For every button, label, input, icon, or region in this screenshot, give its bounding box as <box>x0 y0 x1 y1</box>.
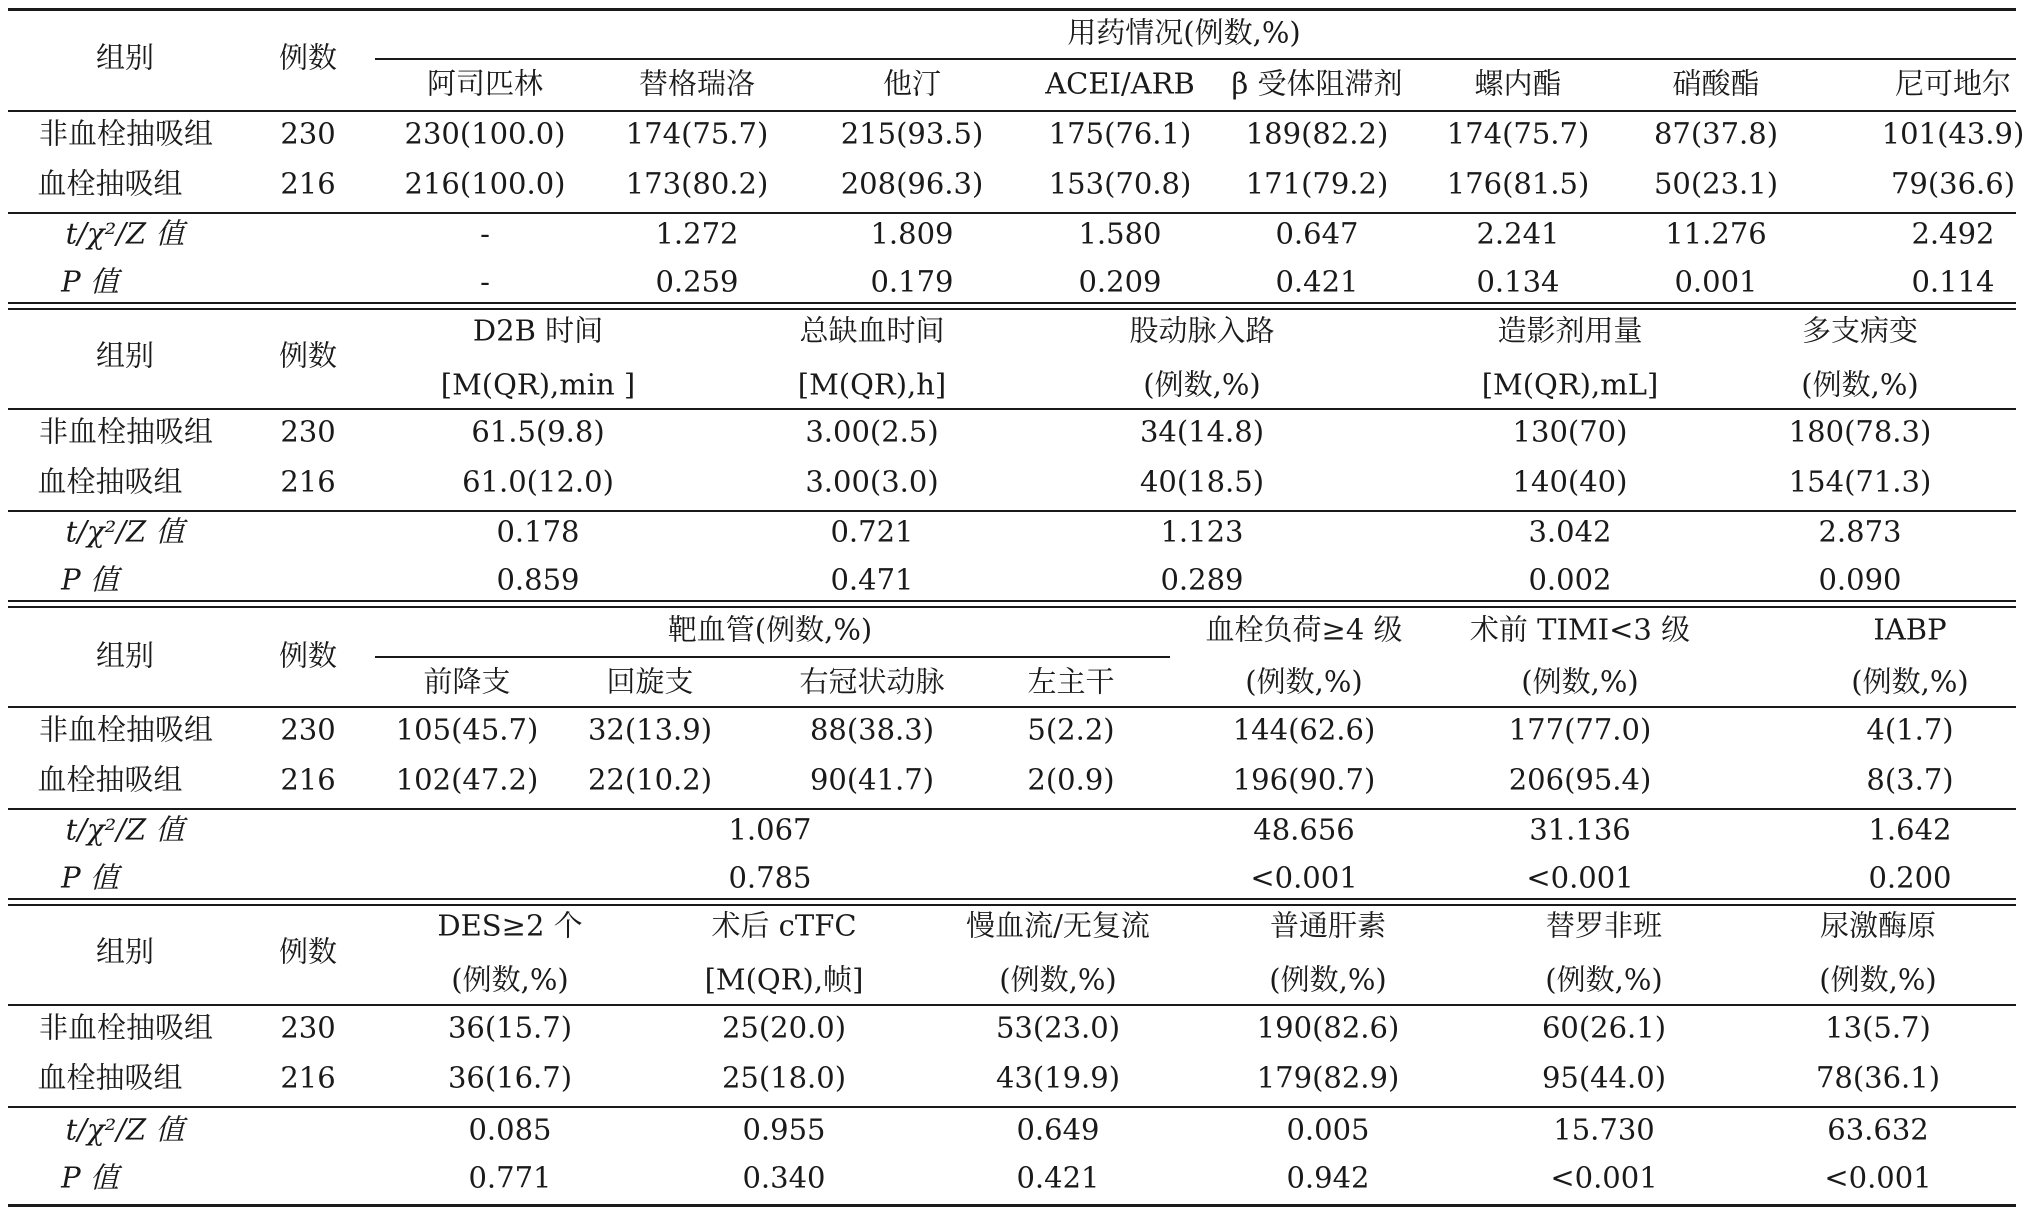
section1-cell-nonthrombus: 215(93.5) <box>840 116 984 151</box>
section3-col-header: 右冠状动脉 <box>799 664 945 699</box>
section1-stat-value: 1.272 <box>655 216 739 251</box>
section2-col-header: 总缺血时间 <box>799 313 945 348</box>
section1-cell-thrombus: 176(81.5) <box>1446 166 1590 201</box>
section4-col-header: 替罗非班 <box>1545 908 1663 943</box>
section4-cell-nonthrombus: 60(26.1) <box>1541 1010 1667 1045</box>
section3-col-unit: (例数,%) <box>1521 664 1639 699</box>
section4-cell-nonthrombus: 53(23.0) <box>995 1010 1121 1045</box>
stat-label-s4: t/χ²/Z 值 <box>65 1112 185 1147</box>
section2-end-double-rule <box>8 600 2016 608</box>
section2-cell-thrombus: 140(40) <box>1512 464 1628 499</box>
section1-col-header: 硝酸酯 <box>1672 66 1760 101</box>
section1-col-header: 阿司匹林 <box>426 66 544 101</box>
section1-cell-nonthrombus: 87(37.8) <box>1653 116 1779 151</box>
count-s1-thrombus: 216 <box>280 166 336 201</box>
section1-end-double-rule <box>8 302 2016 310</box>
group-header-s4: 组别 <box>95 934 155 969</box>
group-label-s1-thrombus: 血栓抽吸组 <box>37 166 183 201</box>
section1-cell-nonthrombus: 230(100.0) <box>404 116 566 151</box>
section3-col-header: 术前 TIMI<3 级 <box>1469 612 1691 647</box>
section3-cell-nonthrombus: 105(45.7) <box>395 712 539 747</box>
section4-p-value: 0.421 <box>1016 1160 1100 1195</box>
section3-stat-value: 31.136 <box>1529 812 1631 847</box>
section4-cell-thrombus: 95(44.0) <box>1541 1060 1667 1095</box>
section1-col-header: β 受体阻滞剂 <box>1231 66 1403 101</box>
section4-stat-value: 0.005 <box>1286 1112 1370 1147</box>
stat-label-s3: t/χ²/Z 值 <box>65 812 185 847</box>
section4-p-value: 0.942 <box>1286 1160 1370 1195</box>
section2-p-value: 0.090 <box>1818 562 1902 597</box>
section1-stat-value: 1.809 <box>870 216 954 251</box>
section4-col-header: 慢血流/无复流 <box>966 908 1150 943</box>
section3-cell-thrombus: 22(10.2) <box>587 762 713 797</box>
section3-cell-thrombus: 90(41.7) <box>809 762 935 797</box>
section1-cell-nonthrombus: 101(43.9) <box>1881 116 2024 151</box>
section1-cell-thrombus: 153(70.8) <box>1048 166 1192 201</box>
section3-col-unit: (例数,%) <box>1245 664 1363 699</box>
count-s3-nonthrombus: 230 <box>280 712 336 747</box>
section3-cell-nonthrombus: 32(13.9) <box>587 712 713 747</box>
p-label-s1: P 值 <box>61 264 119 299</box>
section3-cell-nonthrombus: 5(2.2) <box>1027 712 1115 747</box>
count-header-s4: 例数 <box>278 934 338 969</box>
section2-col-unit: (例数,%) <box>1143 367 1261 402</box>
section1-cell-thrombus: 208(96.3) <box>840 166 984 201</box>
section3-cell-thrombus: 2(0.9) <box>1027 762 1115 797</box>
group-label-s3-thrombus: 血栓抽吸组 <box>37 762 183 797</box>
section3-cell-thrombus: 206(95.4) <box>1508 762 1652 797</box>
bottom-rule <box>8 1204 2016 1207</box>
section2-cell-thrombus: 3.00(3.0) <box>805 464 939 499</box>
group-header-s2: 组别 <box>95 338 155 373</box>
section4-cell-thrombus: 25(18.0) <box>721 1060 847 1095</box>
section4-col-unit: (例数,%) <box>1819 962 1937 997</box>
count-header-s2: 例数 <box>278 338 338 373</box>
section3-p-value: <0.001 <box>1250 860 1358 895</box>
section4-body-rule <box>8 1106 2016 1108</box>
section2-col-header: 造影剂用量 <box>1497 313 1643 348</box>
section3-col-header: 左主干 <box>1027 664 1115 699</box>
top-rule <box>8 8 2016 11</box>
section2-col-header: D2B 时间 <box>472 313 604 348</box>
section1-cell-nonthrombus: 174(75.7) <box>1446 116 1590 151</box>
section4-col-header: 普通肝素 <box>1269 908 1387 943</box>
section3-stat-value: 1.067 <box>728 812 812 847</box>
section1-col-header: 螺内酯 <box>1474 66 1562 101</box>
section4-cell-nonthrombus: 190(82.6) <box>1256 1010 1400 1045</box>
section3-span-rule <box>375 656 1170 658</box>
section4-head-rule <box>8 1004 2016 1006</box>
section2-cell-nonthrombus: 130(70) <box>1512 414 1628 449</box>
section1-cell-thrombus: 171(79.2) <box>1245 166 1389 201</box>
section2-head-rule <box>8 408 2016 410</box>
section1-p-value: 0.421 <box>1275 264 1359 299</box>
section2-stat-value: 3.042 <box>1528 514 1612 549</box>
section1-p-value: - <box>480 264 490 299</box>
section3-col-header: 前降支 <box>423 664 511 699</box>
section3-cell-thrombus: 196(90.7) <box>1232 762 1376 797</box>
section3-stat-value: 1.642 <box>1868 812 1952 847</box>
section1-col-header: 他汀 <box>882 66 942 101</box>
section4-col-unit: (例数,%) <box>1269 962 1387 997</box>
section1-cell-thrombus: 50(23.1) <box>1653 166 1779 201</box>
section2-p-value: 0.289 <box>1160 562 1244 597</box>
section2-col-unit: (例数,%) <box>1801 367 1919 402</box>
section4-cell-thrombus: 179(82.9) <box>1256 1060 1400 1095</box>
section2-col-unit: [M(QR),h] <box>797 367 947 402</box>
section3-cell-thrombus: 102(47.2) <box>395 762 539 797</box>
section4-cell-thrombus: 78(36.1) <box>1815 1060 1941 1095</box>
section4-cell-thrombus: 36(16.7) <box>447 1060 573 1095</box>
section2-stat-value: 1.123 <box>1160 514 1244 549</box>
section1-stat-value: 1.580 <box>1078 216 1162 251</box>
section2-body-rule <box>8 510 2016 512</box>
section3-cell-nonthrombus: 144(62.6) <box>1232 712 1376 747</box>
section3-p-value: 0.785 <box>728 860 812 895</box>
section1-col-header: 替格瑞洛 <box>638 66 756 101</box>
section3-head-rule <box>8 706 2016 708</box>
section2-col-header: 多支病变 <box>1801 313 1919 348</box>
count-s2-thrombus: 216 <box>280 464 336 499</box>
section1-cell-thrombus: 216(100.0) <box>404 166 566 201</box>
section1-p-value: 0.209 <box>1078 264 1162 299</box>
section4-col-header: 尿激酶原 <box>1819 908 1937 943</box>
section1-span-rule <box>375 58 2016 60</box>
section4-cell-nonthrombus: 13(5.7) <box>1825 1010 1931 1045</box>
section4-p-value: 0.771 <box>468 1160 552 1195</box>
group-label-s1-nonthrombus: 非血栓抽吸组 <box>38 116 214 151</box>
section4-p-value: <0.001 <box>1550 1160 1658 1195</box>
group-header-s1: 组别 <box>95 40 155 75</box>
section3-col-unit: (例数,%) <box>1851 664 1969 699</box>
count-header-s3: 例数 <box>278 638 338 673</box>
section2-cell-nonthrombus: 61.5(9.8) <box>471 414 605 449</box>
section1-cell-nonthrombus: 174(75.7) <box>625 116 769 151</box>
section2-col-header: 股动脉入路 <box>1129 313 1275 348</box>
group-label-s2-thrombus: 血栓抽吸组 <box>37 464 183 499</box>
section4-stat-value: 15.730 <box>1553 1112 1655 1147</box>
section4-col-unit: (例数,%) <box>999 962 1117 997</box>
section1-body-rule <box>8 212 2016 214</box>
section1-cell-nonthrombus: 175(76.1) <box>1048 116 1192 151</box>
count-s4-thrombus: 216 <box>280 1060 336 1095</box>
section1-p-value: 0.001 <box>1674 264 1758 299</box>
section4-stat-value: 0.955 <box>742 1112 826 1147</box>
section4-col-header: DES≥2 个 <box>437 908 583 943</box>
group-label-s3-nonthrombus: 非血栓抽吸组 <box>38 712 214 747</box>
section1-p-value: 0.179 <box>870 264 954 299</box>
section2-col-unit: [M(QR),min ] <box>440 367 636 402</box>
section2-p-value: 0.002 <box>1528 562 1612 597</box>
section4-cell-nonthrombus: 25(20.0) <box>721 1010 847 1045</box>
section3-p-value: <0.001 <box>1526 860 1634 895</box>
section1-p-value: 0.134 <box>1476 264 1560 299</box>
section1-cell-thrombus: 79(36.6) <box>1890 166 2016 201</box>
section3-col-header: IABP <box>1873 612 1947 647</box>
section1-cell-thrombus: 173(80.2) <box>625 166 769 201</box>
p-label-s3: P 值 <box>61 860 119 895</box>
section3-span-header: 靶血管(例数,%) <box>667 612 873 647</box>
section1-col-header: 尼可地尔 <box>1894 66 2012 101</box>
section1-stat-value: 2.492 <box>1911 216 1995 251</box>
section1-cell-nonthrombus: 189(82.2) <box>1245 116 1389 151</box>
count-s4-nonthrombus: 230 <box>280 1010 336 1045</box>
section4-col-unit: [M(QR),帧] <box>704 962 864 997</box>
section1-p-value: 0.114 <box>1911 264 1995 299</box>
section1-head-rule <box>8 110 2016 112</box>
section2-cell-thrombus: 61.0(12.0) <box>462 464 614 499</box>
section3-cell-nonthrombus: 177(77.0) <box>1508 712 1652 747</box>
section4-p-value: 0.340 <box>742 1160 826 1195</box>
p-label-s4: P 值 <box>61 1160 119 1195</box>
section2-cell-nonthrombus: 34(14.8) <box>1139 414 1265 449</box>
p-label-s2: P 值 <box>61 562 119 597</box>
group-label-s2-nonthrombus: 非血栓抽吸组 <box>38 414 214 449</box>
section3-col-header: 回旋支 <box>606 664 694 699</box>
section1-col-header: ACEI/ARB <box>1045 66 1195 101</box>
section1-stat-value: 0.647 <box>1275 216 1359 251</box>
section3-cell-nonthrombus: 88(38.3) <box>809 712 935 747</box>
section4-col-unit: (例数,%) <box>1545 962 1663 997</box>
section2-stat-value: 0.178 <box>496 514 580 549</box>
stat-label-s2: t/χ²/Z 值 <box>65 514 185 549</box>
section3-end-double-rule <box>8 898 2016 906</box>
count-s3-thrombus: 216 <box>280 762 336 797</box>
section2-cell-nonthrombus: 180(78.3) <box>1788 414 1932 449</box>
section4-cell-nonthrombus: 36(15.7) <box>447 1010 573 1045</box>
section2-cell-nonthrombus: 3.00(2.5) <box>805 414 939 449</box>
group-header-s3: 组别 <box>95 638 155 673</box>
section4-stat-value: 0.085 <box>468 1112 552 1147</box>
section3-col-header: 血栓负荷≥4 级 <box>1205 612 1403 647</box>
section4-col-header: 术后 cTFC <box>711 908 857 943</box>
section1-stat-value: 11.276 <box>1665 216 1767 251</box>
section3-p-value: 0.200 <box>1868 860 1952 895</box>
section1-span-header: 用药情况(例数,%) <box>1067 15 1301 50</box>
section3-stat-value: 48.656 <box>1253 812 1355 847</box>
section2-col-unit: [M(QR),mL] <box>1481 367 1659 402</box>
section3-cell-thrombus: 8(3.7) <box>1866 762 1954 797</box>
section3-body-rule <box>8 808 2016 810</box>
section2-stat-value: 0.721 <box>830 514 914 549</box>
stat-label-s1: t/χ²/Z 值 <box>65 216 185 251</box>
section3-cell-nonthrombus: 4(1.7) <box>1866 712 1954 747</box>
section2-stat-value: 2.873 <box>1818 514 1902 549</box>
count-s2-nonthrombus: 230 <box>280 414 336 449</box>
section4-stat-value: 63.632 <box>1827 1112 1929 1147</box>
section2-cell-thrombus: 40(18.5) <box>1139 464 1265 499</box>
group-label-s4-nonthrombus: 非血栓抽吸组 <box>38 1010 214 1045</box>
section1-stat-value: 2.241 <box>1476 216 1560 251</box>
section4-p-value: <0.001 <box>1824 1160 1932 1195</box>
section2-p-value: 0.859 <box>496 562 580 597</box>
section4-col-unit: (例数,%) <box>451 962 569 997</box>
group-label-s4-thrombus: 血栓抽吸组 <box>37 1060 183 1095</box>
section2-cell-thrombus: 154(71.3) <box>1788 464 1932 499</box>
section4-stat-value: 0.649 <box>1016 1112 1100 1147</box>
count-s1-nonthrombus: 230 <box>280 116 336 151</box>
section4-cell-thrombus: 43(19.9) <box>995 1060 1121 1095</box>
count-header-s1: 例数 <box>278 40 338 75</box>
section2-p-value: 0.471 <box>830 562 914 597</box>
section1-p-value: 0.259 <box>655 264 739 299</box>
section1-stat-value: - <box>480 216 490 251</box>
